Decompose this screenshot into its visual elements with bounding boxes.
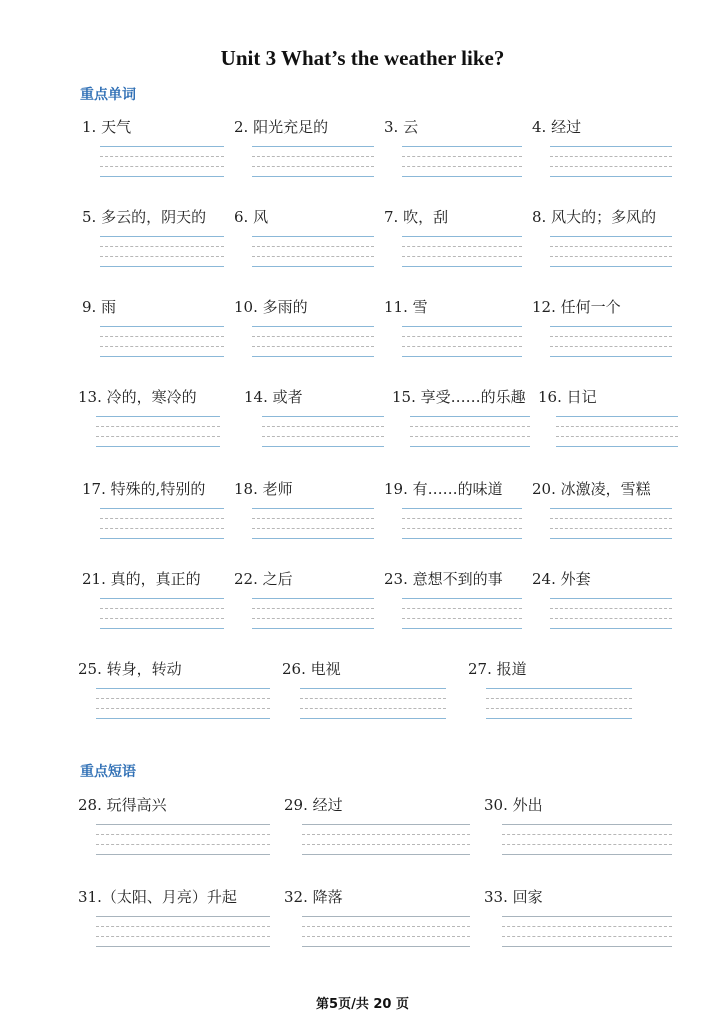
writing-guide-line xyxy=(96,708,270,709)
writing-guide-line xyxy=(302,936,470,937)
writing-line xyxy=(550,236,672,237)
answer-lines[interactable] xyxy=(556,416,678,456)
writing-line xyxy=(96,854,270,855)
writing-line xyxy=(100,176,224,177)
writing-line xyxy=(486,688,632,689)
writing-guide-line xyxy=(100,256,224,257)
writing-line xyxy=(100,326,224,327)
exercise-prompt: 29. 经过 xyxy=(284,796,343,814)
exercise-prompt: 16. 日记 xyxy=(538,388,597,406)
exercise-item xyxy=(234,116,374,186)
exercise-prompt: 32. 降落 xyxy=(284,888,343,906)
writing-guide-line xyxy=(100,336,224,337)
exercise-prompt: 12. 任何一个 xyxy=(532,298,621,316)
writing-line xyxy=(96,446,220,447)
writing-guide-line xyxy=(96,926,270,927)
writing-line xyxy=(100,146,224,147)
writing-line xyxy=(252,538,374,539)
exercise-prompt: 5. 多云的，阴天的 xyxy=(82,208,207,226)
writing-line xyxy=(402,538,522,539)
writing-guide-line xyxy=(550,156,672,157)
writing-guide-line xyxy=(402,156,522,157)
exercise-prompt: 28. 玩得高兴 xyxy=(78,796,167,814)
writing-line xyxy=(100,508,224,509)
writing-guide-line xyxy=(100,608,224,609)
exercise-item xyxy=(282,658,446,728)
writing-line xyxy=(402,598,522,599)
writing-line xyxy=(402,326,522,327)
page-title: Unit 3 What’s the weather like? xyxy=(220,46,505,70)
writing-guide-line xyxy=(252,618,374,619)
writing-guide-line xyxy=(486,708,632,709)
exercise-item xyxy=(384,296,522,366)
exercise-prompt: 24. 外套 xyxy=(532,570,591,588)
exercise-prompt: 7. 吹，刮 xyxy=(384,208,449,226)
exercise-prompt: 8. 风大的；多风的 xyxy=(532,208,657,226)
writing-line xyxy=(96,688,270,689)
exercise-prompt: 25. 转身，转动 xyxy=(78,660,182,678)
exercise-prompt: 17. 特殊的,特别的 xyxy=(82,480,206,498)
section-heading-words: 重点单词 xyxy=(80,87,136,103)
writing-line xyxy=(402,146,522,147)
writing-line xyxy=(252,266,374,267)
exercise-item xyxy=(392,386,530,456)
writing-guide-line xyxy=(402,528,522,529)
exercise-prompt: 4. 经过 xyxy=(532,118,582,136)
exercise-item xyxy=(78,794,270,864)
writing-guide-line xyxy=(550,346,672,347)
answer-lines[interactable] xyxy=(302,916,470,956)
exercise-item xyxy=(234,206,374,276)
writing-line xyxy=(410,446,530,447)
writing-line xyxy=(252,176,374,177)
writing-line xyxy=(100,236,224,237)
writing-guide-line xyxy=(252,336,374,337)
exercise-prompt: 6. 风 xyxy=(234,208,269,226)
writing-line xyxy=(410,416,530,417)
writing-guide-line xyxy=(502,834,672,835)
writing-guide-line xyxy=(402,246,522,247)
answer-lines[interactable] xyxy=(252,146,374,186)
exercise-item xyxy=(234,568,374,638)
writing-line xyxy=(550,266,672,267)
writing-line xyxy=(302,824,470,825)
exercise-item xyxy=(82,296,224,366)
writing-line xyxy=(96,916,270,917)
exercise-item xyxy=(78,658,270,728)
writing-line xyxy=(262,416,384,417)
exercise-prompt: 14. 或者 xyxy=(244,388,303,406)
writing-guide-line xyxy=(402,518,522,519)
exercise-item xyxy=(78,386,220,456)
exercise-item xyxy=(532,568,672,638)
writing-guide-line xyxy=(502,936,672,937)
writing-guide-line xyxy=(402,336,522,337)
exercise-prompt: 22. 之后 xyxy=(234,570,293,588)
exercise-prompt: 30. 外出 xyxy=(484,796,543,814)
writing-guide-line xyxy=(550,246,672,247)
exercise-item xyxy=(244,386,384,456)
answer-lines[interactable] xyxy=(550,598,672,638)
writing-line xyxy=(502,824,672,825)
exercise-prompt: 20. 冰激凌，雪糕 xyxy=(532,480,651,498)
exercise-item xyxy=(532,296,672,366)
writing-line xyxy=(252,356,374,357)
exercise-prompt: 26. 电视 xyxy=(282,660,341,678)
writing-line xyxy=(502,946,672,947)
answer-lines[interactable] xyxy=(252,598,374,638)
answer-lines[interactable] xyxy=(262,416,384,456)
writing-line xyxy=(252,508,374,509)
writing-guide-line xyxy=(486,698,632,699)
exercise-prompt: 27. 报道 xyxy=(468,660,527,678)
writing-guide-line xyxy=(262,426,384,427)
exercise-item xyxy=(384,478,522,548)
writing-line xyxy=(100,356,224,357)
answer-lines[interactable] xyxy=(96,824,270,864)
writing-guide-line xyxy=(252,346,374,347)
writing-line xyxy=(100,266,224,267)
writing-line xyxy=(550,176,672,177)
page-number: 第5页/共 20 页 xyxy=(316,997,409,1012)
exercise-prompt: 10. 多雨的 xyxy=(234,298,308,316)
answer-lines[interactable] xyxy=(550,326,672,366)
writing-line xyxy=(252,598,374,599)
writing-guide-line xyxy=(252,156,374,157)
exercise-item xyxy=(468,658,632,728)
writing-guide-line xyxy=(556,436,678,437)
writing-line xyxy=(252,236,374,237)
exercise-item xyxy=(82,568,224,638)
answer-lines[interactable] xyxy=(402,598,522,638)
exercise-item xyxy=(284,794,470,864)
exercise-item xyxy=(234,296,374,366)
answer-lines[interactable] xyxy=(100,326,224,366)
writing-guide-line xyxy=(502,844,672,845)
answer-lines[interactable] xyxy=(502,916,672,956)
writing-guide-line xyxy=(502,926,672,927)
writing-guide-line xyxy=(252,256,374,257)
exercise-prompt: 9. 雨 xyxy=(82,298,117,316)
writing-line xyxy=(100,538,224,539)
writing-guide-line xyxy=(550,166,672,167)
writing-line xyxy=(550,598,672,599)
writing-guide-line xyxy=(302,844,470,845)
exercise-prompt: 15. 享受……的乐趣 xyxy=(392,388,526,406)
writing-guide-line xyxy=(100,528,224,529)
answer-lines[interactable] xyxy=(96,916,270,956)
answer-lines[interactable] xyxy=(100,236,224,276)
exercise-prompt: 31.（太阳、月亮）升起 xyxy=(78,888,237,906)
writing-line xyxy=(402,176,522,177)
answer-lines[interactable] xyxy=(550,146,672,186)
writing-guide-line xyxy=(550,618,672,619)
answer-lines[interactable] xyxy=(100,598,224,638)
writing-guide-line xyxy=(100,346,224,347)
answer-lines[interactable] xyxy=(486,688,632,728)
exercise-item xyxy=(532,206,672,276)
writing-line xyxy=(252,326,374,327)
exercise-prompt: 13. 冷的，寒冷的 xyxy=(78,388,197,406)
answer-lines[interactable] xyxy=(100,508,224,548)
writing-guide-line xyxy=(402,346,522,347)
exercise-item xyxy=(532,116,672,186)
writing-line xyxy=(96,946,270,947)
exercise-item xyxy=(78,886,270,956)
writing-guide-line xyxy=(402,608,522,609)
writing-guide-line xyxy=(550,528,672,529)
answer-lines[interactable] xyxy=(402,146,522,186)
writing-line xyxy=(252,146,374,147)
writing-line xyxy=(550,146,672,147)
writing-guide-line xyxy=(252,518,374,519)
answer-lines[interactable] xyxy=(100,146,224,186)
writing-line xyxy=(550,508,672,509)
writing-guide-line xyxy=(300,708,446,709)
writing-line xyxy=(96,824,270,825)
exercise-prompt: 3. 云 xyxy=(384,118,419,136)
writing-line xyxy=(302,916,470,917)
exercise-item xyxy=(82,116,224,186)
writing-line xyxy=(550,538,672,539)
writing-line xyxy=(100,628,224,629)
writing-guide-line xyxy=(100,618,224,619)
exercise-item xyxy=(384,116,522,186)
writing-guide-line xyxy=(96,844,270,845)
exercise-item xyxy=(234,478,374,548)
writing-line xyxy=(402,356,522,357)
exercise-prompt: 21. 真的，真正的 xyxy=(82,570,201,588)
writing-guide-line xyxy=(550,608,672,609)
writing-line xyxy=(300,688,446,689)
answer-lines[interactable] xyxy=(550,236,672,276)
exercise-prompt: 18. 老师 xyxy=(234,480,293,498)
writing-line xyxy=(252,628,374,629)
exercise-item xyxy=(484,886,672,956)
answer-lines[interactable] xyxy=(550,508,672,548)
writing-line xyxy=(486,718,632,719)
writing-guide-line xyxy=(96,436,220,437)
exercise-item xyxy=(484,794,672,864)
writing-guide-line xyxy=(252,166,374,167)
writing-guide-line xyxy=(96,426,220,427)
writing-guide-line xyxy=(252,608,374,609)
writing-line xyxy=(402,628,522,629)
writing-line xyxy=(96,718,270,719)
exercise-prompt: 11. 雪 xyxy=(384,298,428,316)
writing-guide-line xyxy=(402,166,522,167)
exercise-item xyxy=(384,568,522,638)
exercise-item xyxy=(532,478,672,548)
writing-guide-line xyxy=(100,518,224,519)
answer-lines[interactable] xyxy=(96,416,220,456)
exercise-prompt: 2. 阳光充足的 xyxy=(234,118,329,136)
answer-lines[interactable] xyxy=(402,236,522,276)
writing-line xyxy=(550,326,672,327)
writing-line xyxy=(302,946,470,947)
writing-guide-line xyxy=(262,436,384,437)
writing-guide-line xyxy=(302,834,470,835)
writing-line xyxy=(100,598,224,599)
answer-lines[interactable] xyxy=(252,326,374,366)
writing-line xyxy=(302,854,470,855)
writing-guide-line xyxy=(252,528,374,529)
writing-line xyxy=(300,718,446,719)
writing-line xyxy=(262,446,384,447)
writing-line xyxy=(550,628,672,629)
answer-lines[interactable] xyxy=(300,688,446,728)
answer-lines[interactable] xyxy=(402,326,522,366)
writing-line xyxy=(402,236,522,237)
writing-guide-line xyxy=(550,256,672,257)
exercise-prompt: 33. 回家 xyxy=(484,888,543,906)
writing-line xyxy=(502,916,672,917)
writing-line xyxy=(556,446,678,447)
writing-guide-line xyxy=(96,698,270,699)
exercise-prompt: 23. 意想不到的事 xyxy=(384,570,503,588)
writing-line xyxy=(402,266,522,267)
section-heading-phrases: 重点短语 xyxy=(80,764,136,780)
writing-guide-line xyxy=(100,166,224,167)
writing-guide-line xyxy=(410,426,530,427)
answer-lines[interactable] xyxy=(502,824,672,864)
exercise-item xyxy=(82,478,224,548)
writing-line xyxy=(96,416,220,417)
writing-guide-line xyxy=(252,246,374,247)
answer-lines[interactable] xyxy=(252,508,374,548)
answer-lines[interactable] xyxy=(252,236,374,276)
writing-guide-line xyxy=(550,518,672,519)
writing-guide-line xyxy=(410,436,530,437)
writing-line xyxy=(550,356,672,357)
writing-guide-line xyxy=(100,156,224,157)
exercise-item xyxy=(538,386,678,456)
exercise-prompt: 1. 天气 xyxy=(82,118,132,136)
writing-guide-line xyxy=(300,698,446,699)
writing-guide-line xyxy=(402,618,522,619)
answer-lines[interactable] xyxy=(402,508,522,548)
writing-line xyxy=(402,508,522,509)
writing-guide-line xyxy=(96,936,270,937)
writing-line xyxy=(502,854,672,855)
writing-line xyxy=(556,416,678,417)
writing-guide-line xyxy=(96,834,270,835)
writing-guide-line xyxy=(100,246,224,247)
answer-lines[interactable] xyxy=(302,824,470,864)
answer-lines[interactable] xyxy=(410,416,530,456)
writing-guide-line xyxy=(550,336,672,337)
exercise-item xyxy=(284,886,470,956)
exercise-prompt: 19. 有……的味道 xyxy=(384,480,503,498)
answer-lines[interactable] xyxy=(96,688,270,728)
writing-guide-line xyxy=(556,426,678,427)
writing-guide-line xyxy=(402,256,522,257)
exercise-item xyxy=(82,206,224,276)
exercise-item xyxy=(384,206,522,276)
writing-guide-line xyxy=(302,926,470,927)
